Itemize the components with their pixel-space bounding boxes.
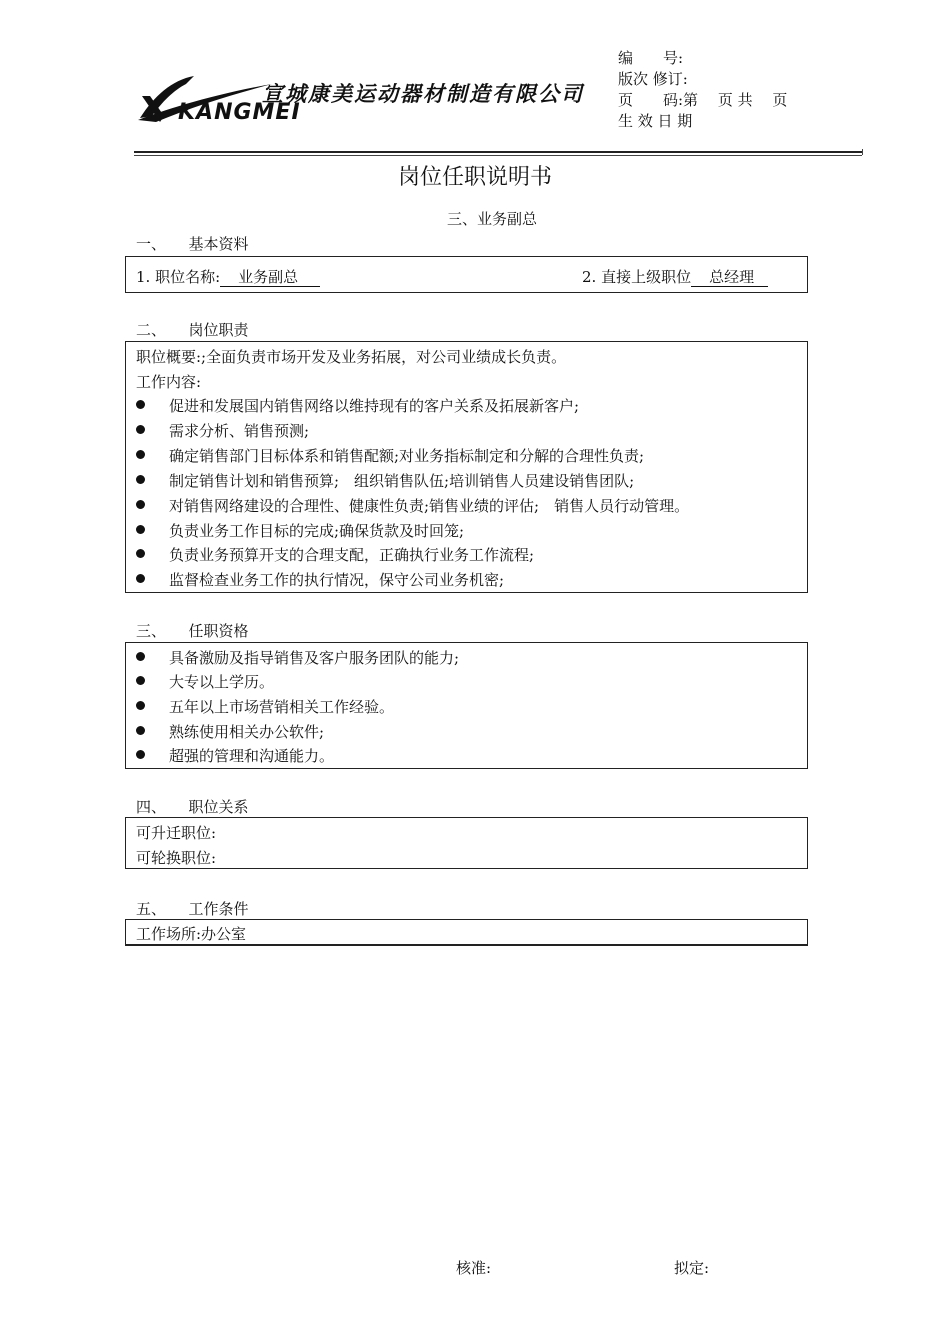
list-item: 五年以上市场营销相关工作经验。 [136,696,394,717]
bullet-icon [136,750,145,759]
superior-position-value: 总经理 [691,268,768,287]
bullet-icon [136,400,145,409]
basic-info-box [125,256,808,293]
list-item: 监督检查业务工作的执行情况，保守公司业务机密; [136,569,504,590]
superior-position-field [582,266,768,287]
header-rule [134,151,862,153]
list-item: 负责业务预算开支的合理支配，正确执行业务工作流程; [136,544,534,565]
draft-label: 拟定: [674,1259,710,1277]
duties-box [125,341,808,593]
list-item: 大专以上学历。 [136,671,274,692]
promotion-position: 可升迁职位: [136,824,217,842]
relations-box [125,817,808,869]
document-meta [618,48,787,132]
list-item: 具备激励及指导销售及客户服务团队的能力; [136,647,459,668]
section-qualifications-heading: 三、 任职资格 [136,622,249,640]
section-relations-heading: 四、 职位关系 [136,798,249,816]
bullet-icon [136,425,145,434]
bullet-icon [136,500,145,509]
position-name-field [136,266,320,287]
bullet-icon [136,475,145,484]
meta-effective-date: 生 效 日 期 [618,112,693,130]
list-item: 确定销售部门目标体系和销售配额;对业务指标制定和分解的合理性负责; [136,445,644,466]
logo-wordmark: KANGMEI [178,100,301,125]
list-item: 熟练使用相关办公软件; [136,721,324,742]
header-rule-thin [134,155,862,156]
list-item: 促进和发展国内销售网络以维持现有的客户关系及拓展新客户; [136,395,579,416]
bullet-icon [136,574,145,583]
superior-position-label: 2. 直接上级职位 [582,268,692,286]
list-item: 制定销售计划和销售预算; 组织销售队伍;培训销售人员建设销售团队; [136,470,634,491]
bullet-icon [136,652,145,661]
bullet-icon [136,726,145,735]
header-rule-tick [862,149,863,155]
list-item: 超强的管理和沟通能力。 [136,745,334,766]
job-overview: 职位概要:;全面负责市场开发及业务拓展，对公司业绩成长负责。 [136,348,567,366]
meta-page: 页 码:第 页 共 页 [618,91,788,109]
bullet-icon [136,549,145,558]
position-name-label: 1. 职位名称: [136,268,221,286]
approve-label: 核准: [456,1259,492,1277]
bullet-icon [136,450,145,459]
conditions-box [125,919,808,946]
list-item: 对销售网络建设的合理性、健康性负责;销售业绩的评估; 销售人员行动管理。 [136,495,689,516]
section-conditions-heading: 五、 工作条件 [136,900,249,918]
qualifications-box [125,642,808,769]
position-name-value: 业务副总 [220,268,320,287]
workplace: 工作场所:办公室 [136,925,247,943]
document-title: 岗位任职说明书 [397,165,552,190]
meta-number: 编 号: [618,49,684,67]
section-basic-info-heading: 一、 基本资料 [136,235,249,253]
bullet-icon [136,525,145,534]
bullet-icon [136,676,145,685]
section-duties-heading: 二、 岗位职责 [136,321,249,339]
list-item: 需求分析、销售预测; [136,420,309,441]
company-name: 宣城康美运动器材制造有限公司 [262,81,584,106]
bullet-icon [136,701,145,710]
work-content-label: 工作内容: [136,373,202,391]
position-subtitle: 三、业务副总 [447,210,538,228]
list-item: 负责业务工作目标的完成;确保货款及时回笼; [136,520,464,541]
meta-revision: 版次 修订: [618,70,688,88]
rotation-position: 可轮换职位: [136,849,217,867]
